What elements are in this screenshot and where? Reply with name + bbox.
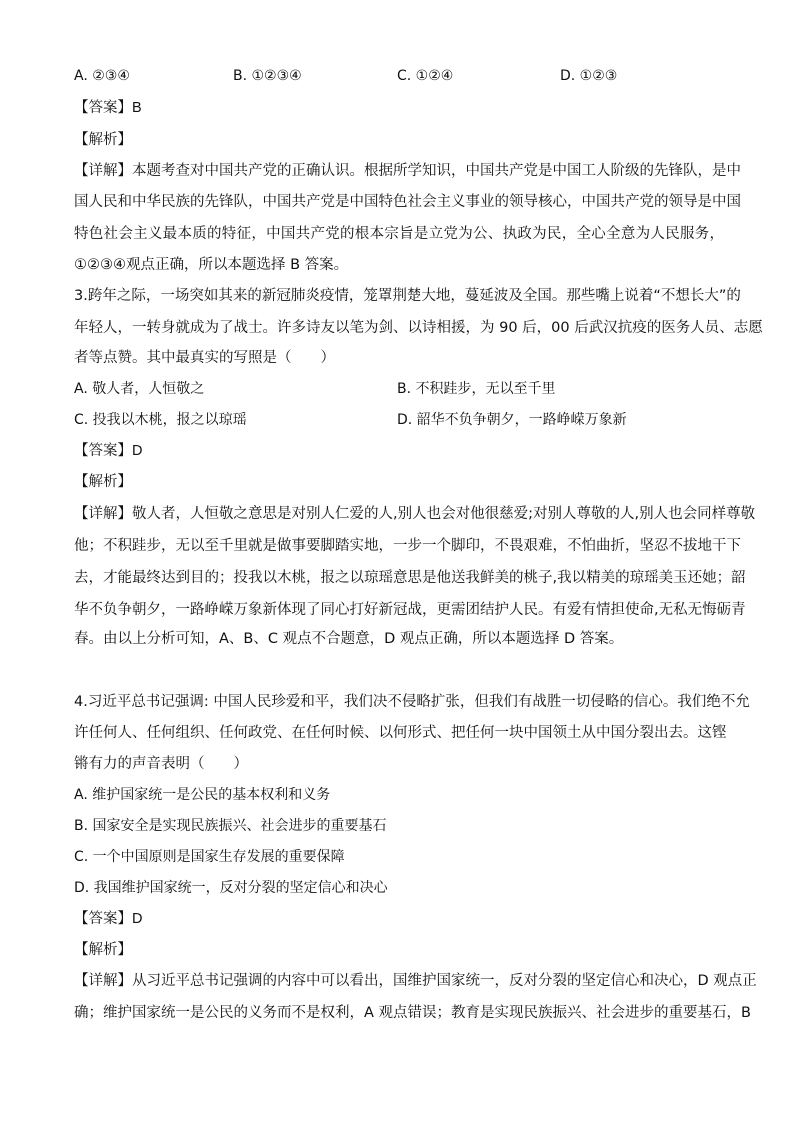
q2-detail-line: 国人民和中华民族的先锋队，中国共产党是中国特色社会主义事业的领导核心，中国共产党的领导是中国 [74, 194, 741, 210]
q3-analysis-tag: 【解析】 [74, 474, 132, 490]
q4-answer: D [132, 911, 143, 927]
q3-stem-line: 者等点赞。其中最真实的写照是（ ） [74, 350, 335, 366]
q3-option-d: D. 韶华不负争朝夕，一路峥嵘万象新 [397, 412, 627, 428]
q2-answer-line [74, 98, 142, 118]
q4-stem-line: 4.习近平总书记强调: 中国人民珍爱和平，我们决不侵略扩张，但我们有战胜一切侵略的信心。我们绝不允 [74, 694, 750, 710]
q3-detail-line: 华不负争朝夕，一路峥嵘万象新体现了同心打好新冠战，更需团结护人民。有爱有情担使命,无私无悔砺青 [74, 602, 746, 618]
q3-option-b: B. 不积跬步，无以至千里 [397, 381, 556, 397]
q3-option-c: C. 投我以木桃，报之以琼瑶 [74, 412, 247, 428]
q3-detail-line: 春。由以上分析可知，A、B、C 观点不合题意，D 观点正确，所以本题选择 D 答案。 [74, 631, 624, 647]
q3-answer: D [132, 443, 143, 459]
q3-answer-line [74, 441, 142, 461]
q4-option-a: A. 维护国家统一是公民的基本权利和义务 [74, 787, 331, 803]
q4-analysis-tag: 【解析】 [74, 942, 132, 958]
q4-detail-line: 【详解】从习近平总书记强调的内容中可以看出，国维护国家统一，反对分裂的坚定信心和决心，D 观点正 [74, 973, 757, 989]
answer-tag: 【答案】 [74, 911, 132, 927]
q2-answer: B [132, 100, 142, 116]
q3-option-a: A. 敬人者，人恒敬之 [74, 381, 205, 397]
q4-option-c: C. 一个中国原则是国家生存发展的重要保障 [74, 849, 345, 865]
q4-option-d: D. 我国维护国家统一，反对分裂的坚定信心和决心 [74, 880, 388, 896]
q4-stem-line: 许任何人、任何组织、任何政党、在任何时候、以何形式、把任何一块中国领土从中国分裂出去。这铿 [74, 725, 727, 741]
q3-detail-line: 去，才能最终达到目的；投我以木桃，报之以琼瑶意思是他送我鲜美的桃子,我以精美的琼瑶美玉还她；韶 [74, 570, 746, 586]
q4-stem-line: 锵有力的声音表明（ ） [74, 756, 248, 772]
q3-stem-line: 年轻人，一转身就成为了战士。许多诗友以笔为剑、以诗相援，为 90 后，00 后武汉抗疫的医务人员、志愿 [74, 320, 763, 336]
q2-detail-line: 特色社会主义最本质的特征，中国共产党的根本宗旨是立党为公、执政为民，全心全意为人民服务， [74, 226, 724, 242]
q2-option-a: A. ②③④ [74, 68, 130, 84]
q4-answer-line [74, 909, 142, 929]
q2-option-b: B. ①②③④ [233, 68, 302, 84]
q4-detail-line: 确；维护国家统一是公民的义务而不是权利，A 观点错误；教育是实现民族振兴、社会进步的重要基石，B [74, 1005, 751, 1021]
answer-tag: 【答案】 [74, 443, 132, 459]
q2-analysis-tag: 【解析】 [74, 132, 132, 148]
q3-stem-line: 3.跨年之际，一场突如其来的新冠肺炎疫情，笼罩荆楚大地，蔓延波及全国。那些嘴上说着“不想长大”的 [74, 288, 741, 304]
q4-option-b: B. 国家安全是实现民族振兴、社会进步的重要基石 [74, 818, 387, 834]
q2-detail-line: 【详解】本题考查对中国共产党的正确认识。根据所学知识，中国共产党是中国工人阶级的先锋队，是中 [74, 163, 741, 179]
q2-option-d: D. ①②③ [560, 68, 618, 84]
answer-tag: 【答案】 [74, 100, 132, 116]
q2-detail-line: ①②③④观点正确，所以本题选择 B 答案。 [74, 257, 349, 273]
q3-detail-line: 他；不积跬步，无以至千里就是做事要脚踏实地，一步一个脚印，不畏艰难，不怕曲折，坚忍不拔地干下 [74, 538, 741, 554]
q2-option-c: C. ①②④ [397, 68, 454, 84]
q3-detail-line: 【详解】敬人者，人恒敬之意思是对别人仁爱的人,别人也会对他很慈爱;对别人尊敬的人,别人也会同样尊敬 [74, 506, 756, 522]
